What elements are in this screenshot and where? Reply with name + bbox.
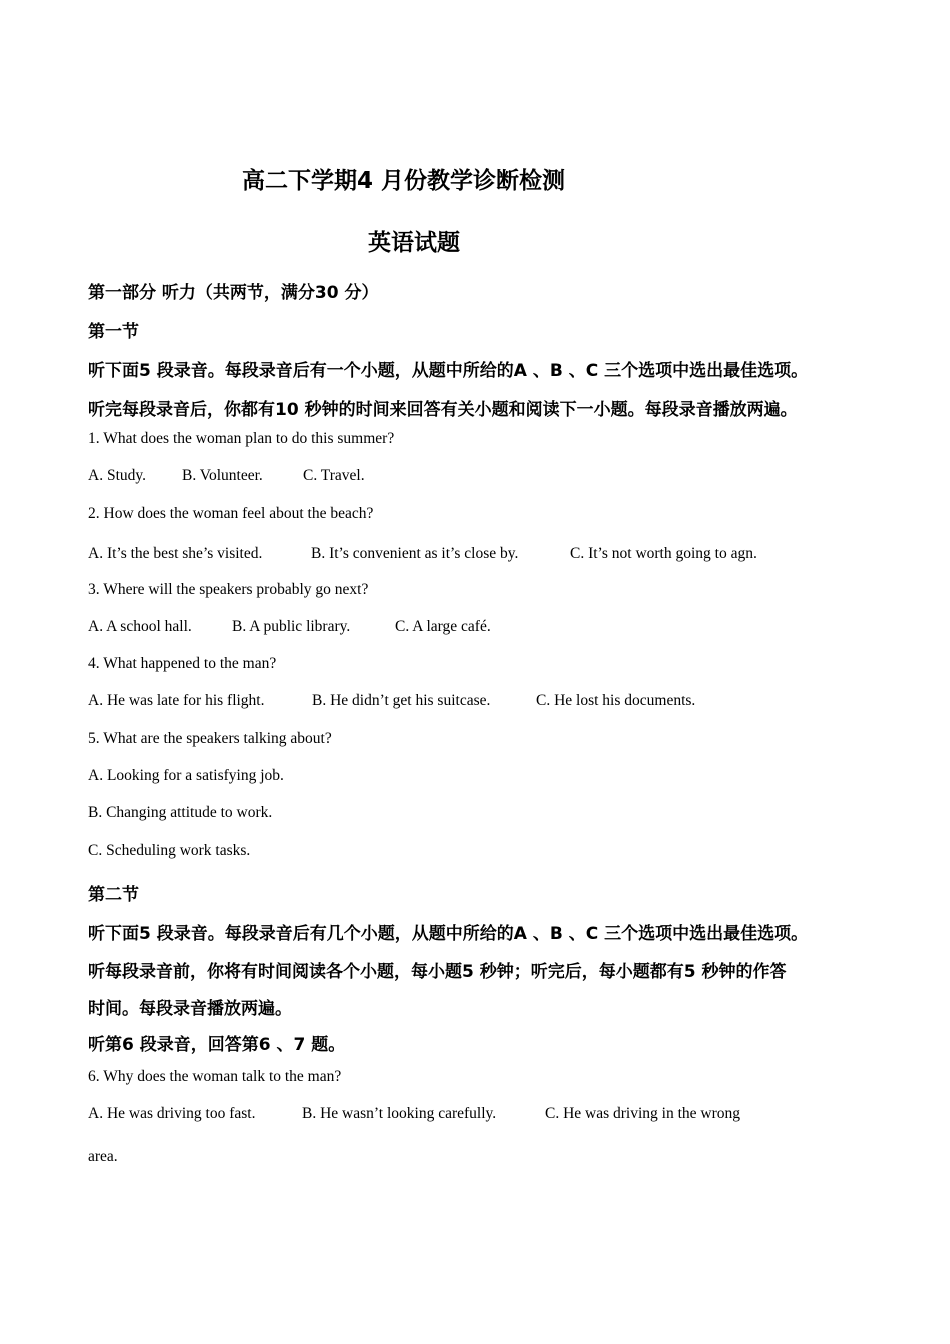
question-1: 1. What does the woman plan to do this summer? (88, 430, 395, 447)
option: B. It’s convenient as it’s close by. (311, 545, 519, 562)
option: A. It’s the best she’s visited. (88, 545, 263, 562)
exam-title: 高二下学期4 月份教学诊断检测 (242, 168, 566, 194)
question-4: 4. What happened to the man? (88, 655, 277, 672)
question-6-option-continuation: area. (88, 1148, 118, 1165)
section2-instruction-1: 听下面5 段录音。每段录音后有几个小题，从题中所给的A 、B 、C 三个选项中选出最佳选项。 (88, 924, 809, 944)
section1-instruction-2: 听完每段录音后，你都有10 秒钟的时间来回答有关小题和阅读下一小题。每段录音播放两遍。 (88, 400, 798, 420)
question-4-options (88, 692, 695, 710)
question-5-option-c: C. Scheduling work tasks. (88, 842, 251, 859)
question-6: 6. Why does the woman talk to the man? (88, 1068, 342, 1085)
option: C. He was driving in the wrong (545, 1105, 741, 1122)
section1-instruction-1: 听下面5 段录音。每段录音后有一个小题，从题中所给的A 、B 、C 三个选项中选出最佳选项。 (88, 361, 809, 381)
option: B. A public library. (232, 618, 351, 635)
option: A. He was driving too fast. (88, 1105, 256, 1122)
option: B. He wasn’t looking carefully. (302, 1105, 497, 1122)
option: B. Volunteer. (182, 467, 263, 484)
option: C. It’s not worth going to agn. (570, 545, 757, 562)
option: A. A school hall. (88, 618, 192, 635)
option: C. A large café. (395, 618, 491, 635)
option: C. He lost his documents. (536, 692, 696, 709)
option: C. Travel. (303, 467, 365, 484)
option: A. Study. (88, 467, 146, 484)
part1-heading: 第一部分 听力（共两节，满分30 分） (88, 283, 379, 303)
section2-instruction-3: 时间。每段录音播放两遍。 (88, 999, 292, 1019)
question-3: 3. Where will the speakers probably go next? (88, 581, 369, 598)
section2-heading: 第二节 (88, 885, 139, 905)
question-2: 2. How does the woman feel about the beach? (88, 505, 374, 522)
question-3-options (88, 618, 491, 636)
question-5-option-a: A. Looking for a satisfying job. (88, 767, 284, 784)
question-5-option-b: B. Changing attitude to work. (88, 804, 273, 821)
section1-heading: 第一节 (88, 322, 139, 342)
question-6-options (88, 1105, 740, 1123)
exam-subtitle: 英语试题 (368, 230, 460, 256)
section2-sub-instruction: 听第6 段录音，回答第6 、7 题。 (88, 1035, 346, 1055)
section2-instruction-2: 听每段录音前，你将有时间阅读各个小题，每小题5 秒钟；听完后，每小题都有5 秒钟的作答 (88, 962, 787, 982)
question-5: 5. What are the speakers talking about? (88, 730, 332, 747)
question-1-options (88, 467, 365, 485)
option: A. He was late for his flight. (88, 692, 265, 709)
question-2-options (88, 545, 757, 563)
option: B. He didn’t get his suitcase. (312, 692, 491, 709)
